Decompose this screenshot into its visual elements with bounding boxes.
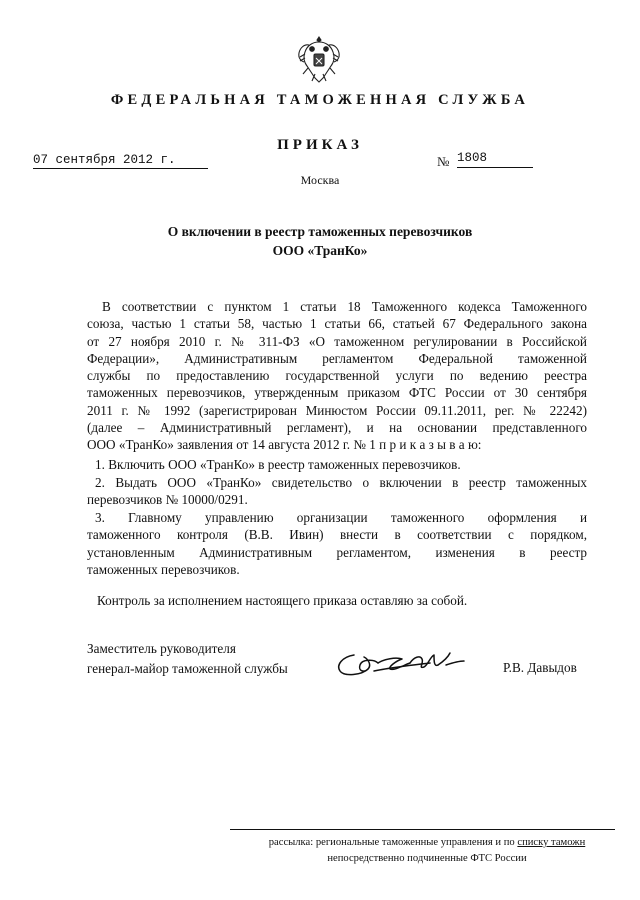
order-subject [60,222,580,260]
preamble-line: (далее – Административный регламент), и на основании представленного [87,420,587,436]
item-text: 1. Включить ООО «ТранКо» в реестр таможенных перевозчиков. [95,457,461,472]
order-title: ПРИКАЗ [277,137,363,153]
position-line: генерал-майор таможенной службы [87,661,288,676]
distribution-divider [230,829,615,830]
preamble-line: союза, частью 1 статьи 58, частью 1 статьи 66, статьей 67 Федерального закона [87,316,587,332]
preamble-line: службы по предоставлению государственной услуги по ведению реестра [87,368,587,384]
control-clause: Контроль за исполнением настоящего приказа оставляю за собой. [97,593,468,608]
order-item-2 [87,474,587,509]
order-item-1 [87,456,587,473]
item-text: таможенного контроля (В.В. Ивин) внести в соответствии с порядком, [87,527,587,543]
order-number-label: № [437,154,450,169]
distribution-list [232,835,622,867]
subject-line: ООО «ТранКо» [272,243,368,258]
double-headed-eagle-emblem-icon [297,34,341,84]
preamble-line: Федерации», Административным регламентом Федеральной таможенной [87,350,587,366]
order-item-3 [87,509,587,578]
preamble-line: от 27 ноября 2010 г. № 311-ФЗ «О таможенном регулировании в Российской [87,333,587,349]
agency-name: ФЕДЕРАЛЬНАЯ ТАМОЖЕННАЯ СЛУЖБА [110,92,530,108]
subject-line: О включении в реестр таможенных перевозчиков [167,224,473,239]
preamble-line: В соответствии с пунктом 1 статьи 18 Таможенного кодекса Таможенного [102,299,587,314]
signatory-position [87,639,288,679]
preamble-line: ООО «ТранКо» заявления от 14 августа 2012 г. № 1 п р и к а з ы в а ю: [87,437,482,453]
item-text: таможенных перевозчиков. [87,561,240,577]
distribution-text: непосредственно подчиненные ФТС России [327,853,527,864]
signatory-name: Р.В. Давыдов [503,660,577,675]
distribution-text: рассылка: региональные таможенные управления и по [268,837,518,848]
handwritten-signature-icon [334,645,484,685]
item-text: 2. Выдать ООО «ТранКо» свидетельство о включении в реестр таможенных [95,475,587,490]
item-text: 3. Главному управлению организации таможенного оформления и [95,510,587,525]
order-number: 1808 [457,151,533,168]
distribution-underlined-text: списку таможн [517,837,586,848]
order-date: 07 сентября 2012 г. [33,153,208,169]
item-text: перевозчиков № 10000/0291. [87,492,248,508]
preamble-paragraph [87,298,587,454]
item-text: установленным Административным регламентом, изменения в реестр [87,544,587,560]
preamble-line: таможенных перевозчиков, утвержденным приказом ФТС России от 30 сентября [87,385,587,401]
position-line: Заместитель руководителя [87,641,236,656]
order-city: Москва [300,173,340,187]
preamble-line: 2011 г. № 1992 (зарегистрирован Минюстом России 09.11.2011, рег. № 22242) [87,402,587,418]
